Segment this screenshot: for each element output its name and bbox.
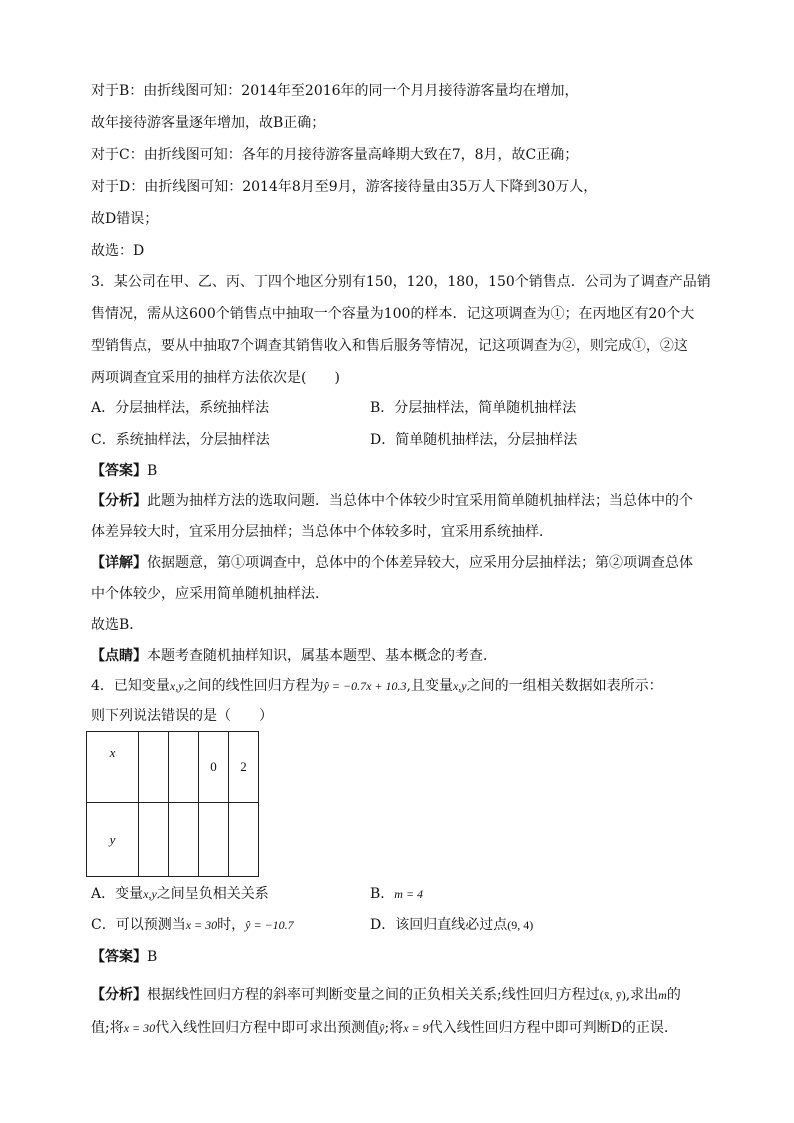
table-cell [139,803,169,877]
table-cell [169,732,199,803]
prev-option-c-line: 对于C：由折线图可知：各年的月接待游客量高峰期大致在7，8月，故C正确； [91,147,579,163]
q4-analysis2-math3: x = 9 [403,1021,429,1035]
q3-detail-line2: 中个体较少，应采用简单随机抽样法． [91,586,329,602]
q3-option-c: C．系统抽样法，分层抽样法 [91,432,270,448]
q4-option-a [91,884,269,904]
table-header-x [87,732,139,803]
analysis-text: 此题为抽样方法的选取问题．当总体中个体较少时宜采用简单随机抽样法；当总体中的个 [147,493,693,509]
answer-value: B [147,949,158,965]
q3-answer [91,461,157,481]
q3-choice: 故选B． [91,617,144,633]
analysis-tag: 【分析】 [91,987,147,1003]
q3-stem-line1: 3．某公司在甲、乙、丙、丁四个地区分别有150，120，180，150个销售点．公司为了调查产品销 [91,274,711,290]
q4-analysis-mean-point: (x̄, ȳ) [599,988,626,1002]
prev-option-d-line1: 对于D：由折线图可知：2014年8月至9月，游客接待量由35万人下降到30万人， [91,179,598,195]
q4-option-b-math: m = 4 [394,887,424,901]
table-cell [199,803,229,877]
q4-analysis-text-a: 根据线性回归方程的斜率可判断变量之间的正负相关关系;线性回归方程过 [147,987,600,1003]
table-header-y [87,803,139,877]
q4-analysis-text-b: ,求出 [625,987,659,1003]
q4-analysis-var-m: m [658,988,667,1002]
answer-value: B [147,463,158,479]
q4-analysis-line2 [91,1018,668,1038]
table-row-x [87,732,259,803]
table-cell: 2 [229,732,259,803]
comment-tag: 【点睛】 [91,648,147,664]
q4-option-c-math2: ŷ = −10.7 [245,918,294,932]
q3-analysis-line2: 体差异较大时，宜采用分层抽样；当总体中个体较多时，宜采用系统抽样． [91,524,553,540]
table-cell [229,803,259,877]
q3-comment [91,646,497,666]
detail-text: 依据题意，第①项调查中，总体中的个体差异较大，应采用分层抽样法；第②项调查总体 [147,555,693,571]
table-cell: 0 [199,732,229,803]
q4-data-table [86,731,259,877]
y-label: y [109,831,116,847]
q4-option-b-pre: B． [370,886,395,902]
q4-option-a-pre: A．变量 [91,886,144,902]
q4-vars-2: x,y [452,679,467,693]
q3-stem-line2: 售情况，需从这600个销售点中抽取一个容量为100的样本．记这项调查为①；在丙地区有20个大 [91,306,695,322]
q4-analysis2-text-a: 值;将 [91,1020,124,1036]
q4-analysis2-text-c: ;将 [384,1020,404,1036]
q4-stem-text-a: 4．已知变量 [91,678,170,694]
q3-option-a: A．分层抽样法，系统抽样法 [91,400,270,416]
answer-tag: 【答案】 [91,949,147,965]
q3-option-b: B．分层抽样法，简单随机抽样法 [370,400,577,416]
q4-vars: x,y [169,679,184,693]
q4-option-c-math1: x = 30 [185,918,218,932]
q3-analysis-line1 [91,491,693,511]
q4-regression-equation: ŷ = −0.7x + 10.3 [323,679,407,693]
q4-analysis2-text-d: 代入线性回归方程中即可判断D的正误. [428,1020,669,1036]
q3-stem-line4: 两项调查宜采用的抽样方法依次是( ) [91,370,340,386]
table-cell [169,803,199,877]
q4-analysis-line1 [91,985,681,1005]
q4-stem-text-d: 之间的一组相关数据如表所示： [466,678,663,694]
q4-option-d [370,915,533,935]
q3-option-d: D．简单随机抽样法，分层抽样法 [370,432,578,448]
q4-option-b [370,884,423,904]
q4-option-c-pre: C．可以预测当 [91,917,186,933]
q4-option-a-post: 之间呈负相关关系 [156,886,269,902]
analysis-tag: 【分析】 [91,493,147,509]
prev-option-d-line2: 故D错误； [91,211,159,227]
q4-option-d-pre: D．该回归直线必过点 [370,917,508,933]
q3-detail-line1 [91,553,693,573]
q4-option-d-math: (9, 4) [507,918,534,932]
prev-option-b-line1: 对于B：由折线图可知：2014年至2016年的同一个月月接待游客量均在增加， [91,83,579,99]
q4-option-a-vars: x,y [143,887,157,901]
answer-tag: 【答案】 [91,463,147,479]
q4-answer [91,947,157,967]
q4-analysis2-text-b: 代入线性回归方程中即可求出预测值 [155,1020,380,1036]
q3-stem-line3: 型销售点，要从中抽取7个调查其销售收入和售后服务等情况，记这项调查为②，则完成①，②这 [91,338,688,354]
comment-text: 本题考查随机抽样知识，属基本题型、基本概念的考查． [147,648,497,664]
q4-option-c-mid: 时， [217,917,246,933]
q4-stem-text-b: 之间的线性回归方程为 [183,678,324,694]
prev-option-b-line2: 故年接待游客量逐年增加，故B正确； [91,115,326,131]
detail-tag: 【详解】 [91,555,147,571]
q4-analysis2-math2: ŷ [379,1021,385,1035]
q4-stem-text-c: ,且变量 [406,678,453,694]
q4-analysis-text-c: 的 [666,987,681,1003]
x-label: x [109,745,116,760]
prev-choice: 故选：D [91,243,145,259]
q4-stem-line1 [91,676,663,696]
q4-option-c [91,915,294,935]
q4-stem-line2: 则下列说法错误的是（ ） [91,708,273,724]
q4-analysis2-math1: x = 30 [123,1021,156,1035]
table-cell [139,732,169,803]
table-row-y [87,803,259,877]
